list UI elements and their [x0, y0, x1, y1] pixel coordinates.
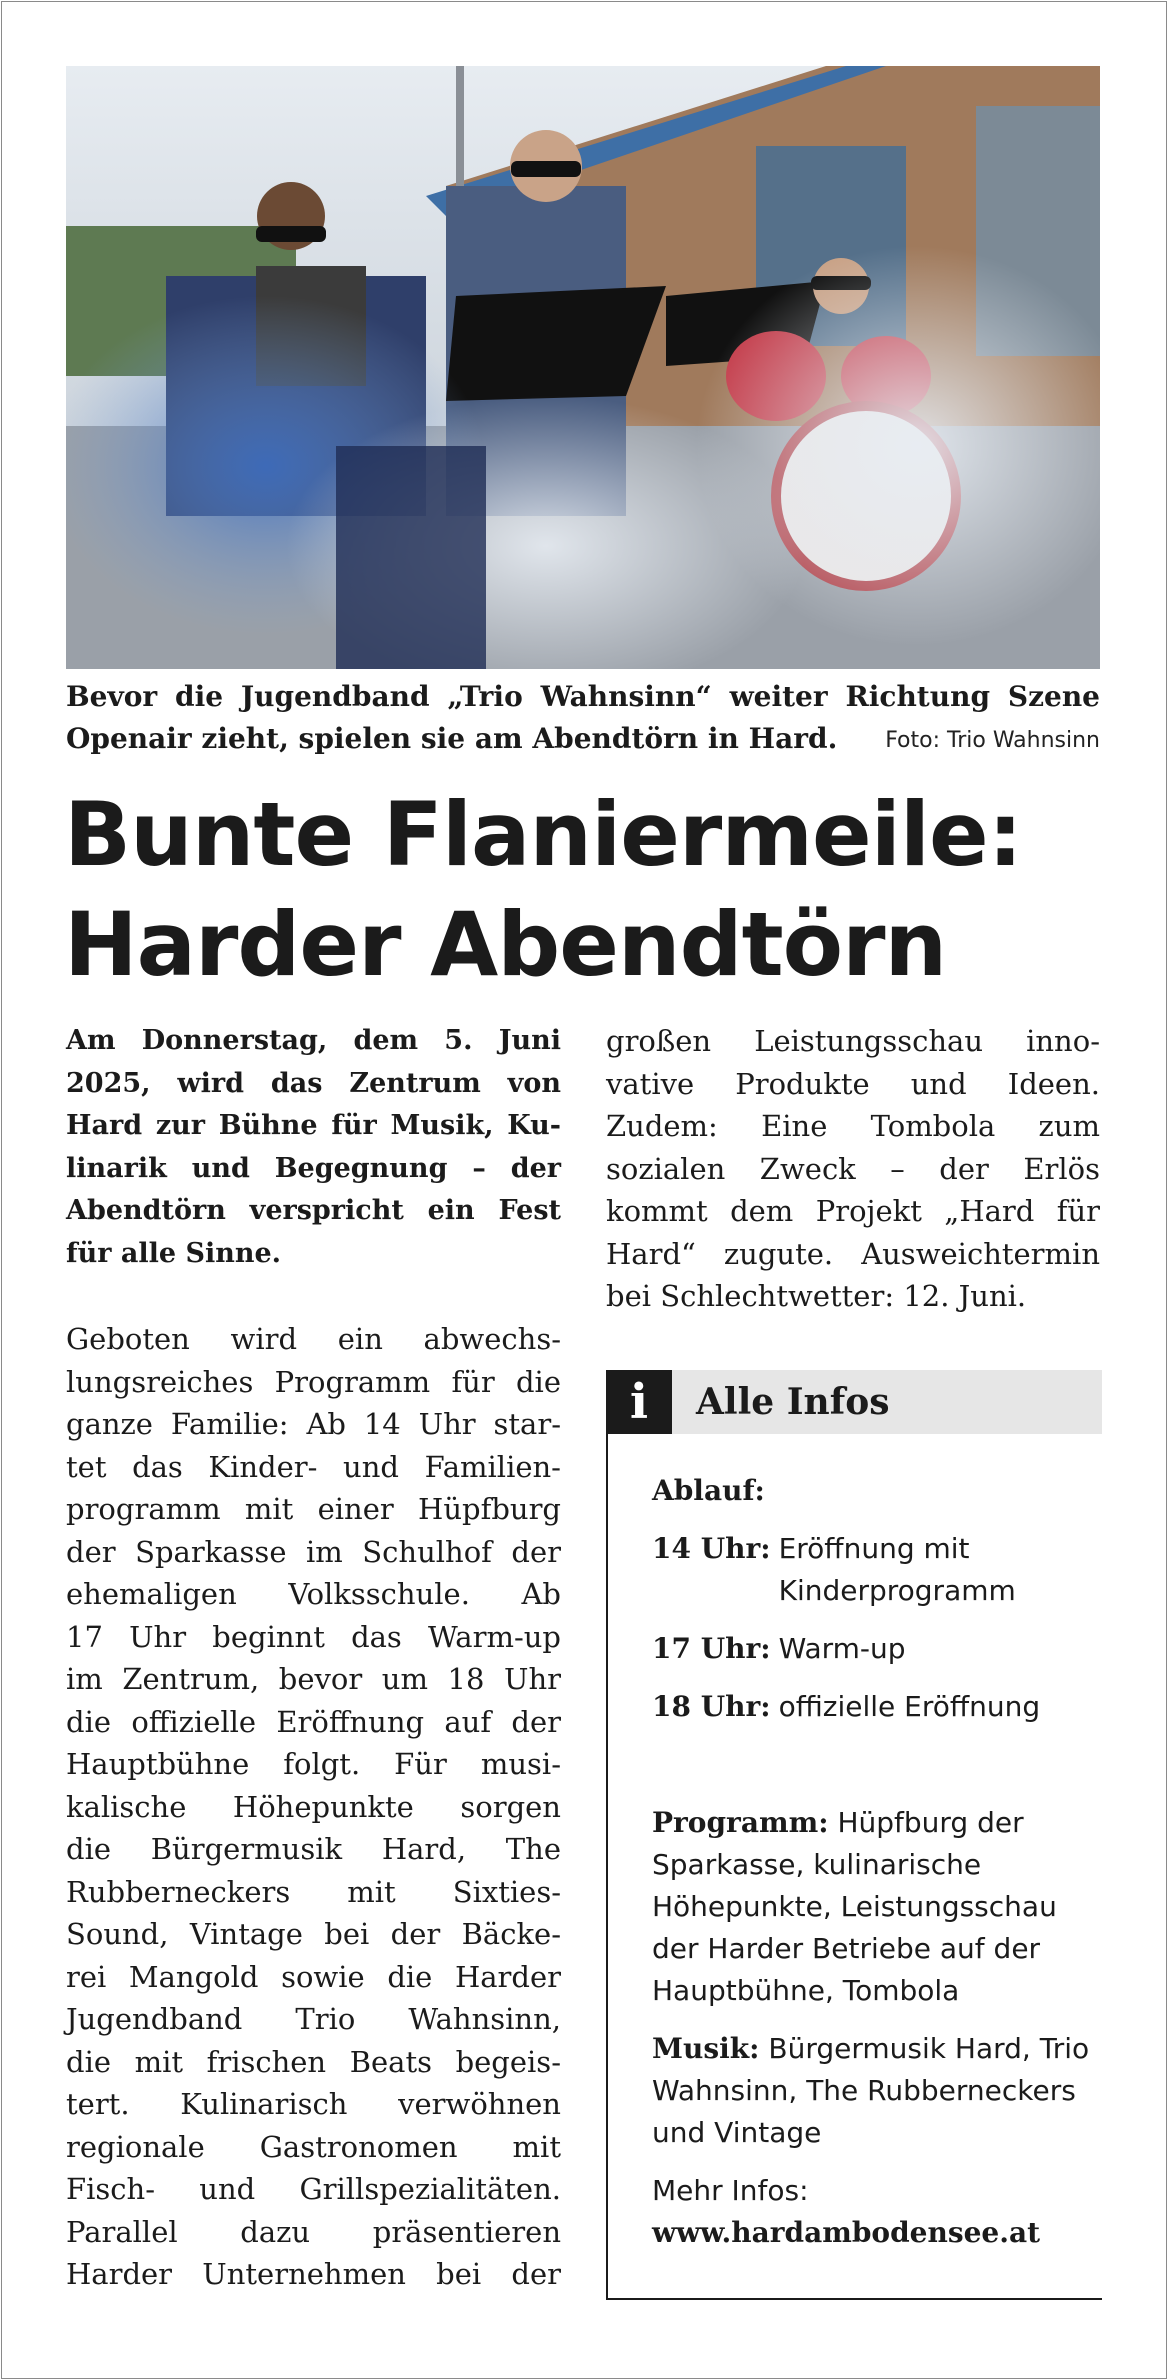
body-line: regionale Gastronomen mit [66, 2129, 561, 2164]
right-line: Hard“ zugute. Ausweichtermin [606, 1236, 1100, 1271]
lead-line: 2025, wird das Zentrum von [66, 1067, 561, 1099]
band-photo [66, 66, 1100, 669]
body-line: tet das Kinder- und Familien- [66, 1449, 561, 1484]
schedule-text: offizielle Eröffnung [778, 1690, 1041, 1723]
schedule-time: 17 Uhr: [652, 1632, 771, 1665]
program-text: Hüpfburg der Sparkasse, kulinarische Höhepunkte, Leistungsschau der Harder Betriebe auf der Hauptbühne, Tombola [652, 1806, 1057, 2007]
website-link[interactable]: www.hardambodensee.at [652, 2216, 1041, 2249]
info-box [606, 1370, 1102, 2300]
body-line: Jugendband Trio Wahnsinn, [66, 2002, 561, 2036]
right-line: großen Leistungsschau inno- [606, 1024, 1100, 1058]
lead-line: Am Donnerstag, dem 5. Juni [66, 1025, 561, 1056]
spacer [652, 1744, 1092, 1802]
caption-line [66, 718, 1100, 760]
schedule-time: 14 Uhr: [652, 1532, 771, 1565]
body-line: die Bürgermusik Hard, The [66, 1832, 561, 1866]
body-line: im Zentrum, bevor um 18 Uhr [66, 1662, 561, 1696]
body-line: Rubberneckers mit Sixties- [66, 1874, 561, 1909]
body-line: Geboten wird ein abwechs- [66, 1322, 561, 1356]
lead-line: Hard zur Bühne für Musik, Ku- [66, 1110, 561, 1141]
right-line: Zudem: Eine Tombola zum [606, 1109, 1100, 1143]
body-line: lungsreiches Programm für die [66, 1364, 561, 1399]
body-line: die mit frischen Beats begeis- [66, 2044, 561, 2079]
right-line: kommt dem Projekt „Hard für [606, 1194, 1100, 1228]
headline [64, 780, 1104, 1000]
schedule-item [652, 1686, 1092, 1728]
body-line: Fisch- und Grillspezialitäten. [66, 2172, 561, 2206]
lead-line: für alle Sinne. [66, 1237, 282, 1269]
lead-paragraph [66, 1020, 561, 1275]
caption-line: Bevor die Jugendband „Trio Wahnsinn“ weiter Richtung Szene [66, 680, 1100, 713]
body-line: Sound, Vintage bei der Bäcke- [66, 1917, 561, 1951]
body-line: die offizielle Eröffnung auf der [66, 1704, 561, 1739]
body-line: rei Mangold sowie die Harder [66, 1959, 561, 1994]
info-icon: i [606, 1370, 672, 1434]
body-line: programm mit einer Hüpfburg [66, 1492, 561, 1526]
band-photo-illustration [66, 66, 1100, 669]
schedule-label: Ablauf: [652, 1474, 765, 1507]
schedule-text: Warm-up [778, 1632, 906, 1665]
lead-line: linarik und Begegnung – der [66, 1152, 561, 1184]
schedule-text: Eröffnung mit Kinderprogramm [778, 1532, 1016, 1607]
schedule-item [652, 1528, 1092, 1612]
body-line: Parallel dazu präsentieren [66, 2214, 561, 2249]
body-line: Hauptbühne folgt. Für musi- [66, 1747, 561, 1781]
music-label: Musik: [652, 2032, 760, 2065]
right-line: bei Schlechtwetter: 12. Juni. [606, 1279, 1027, 1313]
body-line: Harder Unternehmen bei der [66, 2257, 561, 2291]
body-line: ehemaligen Volksschule. Ab [66, 1577, 561, 1611]
caption-text: Openair zieht, spielen sie am Abendtörn in Hard. [66, 722, 838, 755]
body-text [66, 1318, 561, 2296]
schedule-time: 18 Uhr: [652, 1690, 771, 1723]
body-line: kalische Höhepunkte sorgen [66, 1789, 561, 1824]
program-info [652, 1802, 1092, 2012]
right-column-text [606, 1020, 1100, 1318]
photo-caption [66, 676, 1100, 762]
body-line: der Sparkasse im Schulhof der [66, 1534, 561, 1569]
right-line: sozialen Zweck – der Erlös [606, 1151, 1100, 1186]
music-text: Bürgermusik Hard, Trio Wahnsinn, The Rubberneckers und Vintage [652, 2032, 1090, 2149]
photo-credit: Foto: Trio Wahnsinn [885, 728, 1100, 753]
music-info [652, 2028, 1092, 2154]
body-line: tert. Kulinarisch verwöhnen [66, 2087, 561, 2121]
program-label: Programm: [652, 1806, 829, 1839]
headline-line: Harder Abendtörn [64, 893, 947, 996]
info-box-header [608, 1370, 1102, 1434]
schedule-item [652, 1628, 1092, 1670]
info-box-content [652, 1470, 1092, 2254]
more-info-label: Mehr Infos: [652, 2174, 809, 2207]
headline-line: Bunte Flaniermeile: [64, 783, 1022, 886]
body-line: 17 Uhr beginnt das Warm-up [66, 1619, 561, 1654]
lead-line: Abendtörn verspricht ein Fest [66, 1195, 561, 1226]
info-box-title: Alle Infos [696, 1381, 890, 1423]
body-line: ganze Familie: Ab 14 Uhr star- [66, 1407, 561, 1441]
right-line: vative Produkte und Ideen. [606, 1066, 1100, 1101]
